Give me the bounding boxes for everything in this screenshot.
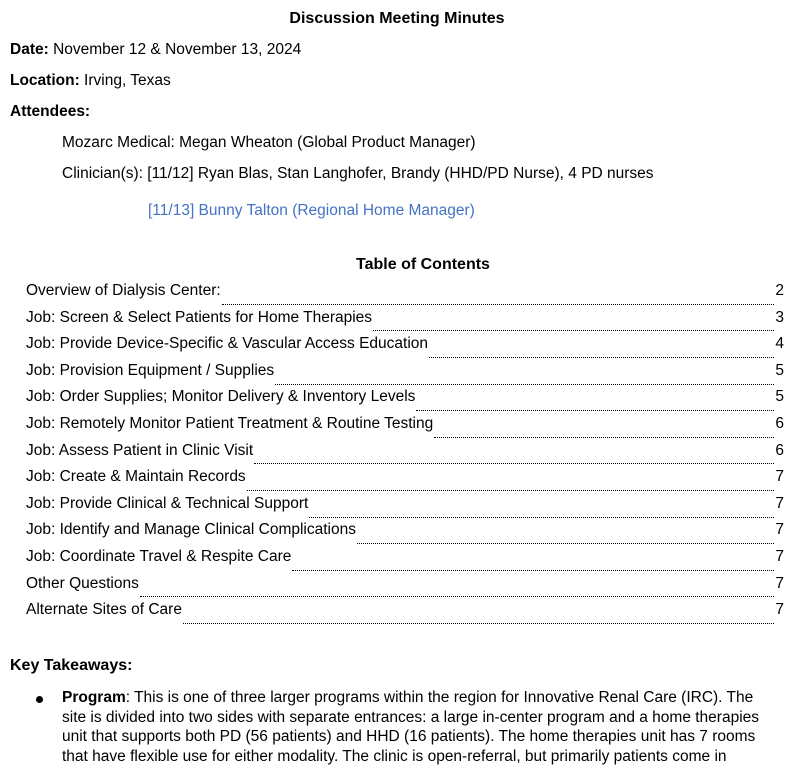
toc-entry-page[interactable]: 2	[775, 282, 784, 299]
toc-entry-page[interactable]: 6	[775, 414, 784, 432]
location-value: Irving, Texas	[79, 72, 171, 89]
bullet-dot-icon	[36, 696, 43, 703]
toc-entry[interactable]	[26, 282, 784, 309]
location-label: Location:	[10, 72, 80, 89]
toc-title: Table of Contents	[356, 256, 490, 273]
toc-entry-title[interactable]: Job: Screen & Select Patients for Home Therapies	[26, 308, 373, 326]
document-title: Discussion Meeting Minutes	[289, 10, 505, 27]
toc-entry[interactable]	[26, 521, 784, 548]
toc-entry-title[interactable]: Job: Identify and Manage Clinical Complications	[26, 521, 356, 539]
table-of-contents	[26, 282, 784, 628]
toc-entry-page[interactable]: 6	[775, 441, 784, 459]
takeaway-body: : This is one of three larger programs within the region for Innovative Renal Care (IRC). The site is divided into two sides with separate entrances: a large in-center program and a home therapies unit that supports both PD (56 patients) and HHD (16 patients). The home therapies unit has 7 rooms that have flexible use for either modality. The clinic is open-referral, but primarily patients come in	[62, 689, 760, 765]
date-line	[10, 41, 301, 59]
toc-entry[interactable]	[26, 388, 784, 415]
toc-leader-dots	[357, 533, 774, 544]
toc-entry-title[interactable]: Job: Create & Maintain Records	[26, 468, 246, 486]
toc-entry-title[interactable]: Job: Order Supplies; Monitor Delivery & Inventory Levels	[26, 388, 416, 406]
toc-entry[interactable]	[26, 335, 784, 362]
toc-entry-page[interactable]: 5	[775, 361, 784, 379]
toc-entry-title[interactable]: Alternate Sites of Care	[26, 601, 182, 619]
toc-leader-dots	[434, 427, 774, 438]
takeaway-label: Program	[62, 689, 126, 706]
toc-entry[interactable]	[26, 575, 784, 602]
toc-entry-page[interactable]: 4	[775, 335, 784, 353]
attendee-clinicians: Clinician(s): [11/12] Ryan Blas, Stan Langhofer, Brandy (HHD/PD Nurse), 4 PD nurses	[62, 165, 654, 182]
toc-leader-dots	[275, 374, 774, 385]
toc-entry-page[interactable]: 5	[775, 388, 784, 406]
toc-entry[interactable]	[26, 601, 784, 628]
toc-leader-dots	[183, 613, 774, 624]
attendee-mozarc: Mozarc Medical: Megan Wheaton (Global Product Manager)	[62, 134, 476, 151]
toc-leader-dots	[292, 560, 774, 571]
toc-entry-title[interactable]: Job: Remotely Monitor Patient Treatment & Routine Testing	[26, 414, 434, 432]
toc-entry-title[interactable]: Job: Provision Equipment / Supplies	[26, 361, 275, 379]
toc-leader-dots	[140, 586, 775, 597]
toc-entry-title[interactable]: Job: Provide Clinical & Technical Support	[26, 494, 309, 512]
toc-leader-dots	[373, 320, 774, 331]
takeaway-bullet	[36, 688, 776, 766]
toc-leader-dots	[429, 347, 774, 358]
toc-entry[interactable]	[26, 362, 784, 389]
toc-leader-dots	[309, 507, 774, 518]
toc-entry-title[interactable]: Overview of Dialysis Center:	[26, 282, 221, 299]
date-label: Date:	[10, 41, 49, 58]
toc-entry-page[interactable]: 7	[775, 494, 784, 512]
toc-entry-page[interactable]: 7	[775, 521, 784, 539]
toc-leader-dots	[222, 294, 775, 305]
toc-entry[interactable]	[26, 415, 784, 442]
takeaway-text	[62, 688, 776, 766]
toc-entry-title[interactable]: Other Questions	[26, 574, 139, 592]
toc-entry-title[interactable]: Job: Provide Device-Specific & Vascular Access Education	[26, 335, 429, 353]
toc-entry-page[interactable]: 7	[775, 547, 784, 565]
key-takeaways-heading: Key Takeaways:	[10, 657, 133, 674]
toc-entry[interactable]	[26, 495, 784, 522]
toc-leader-dots	[247, 480, 775, 491]
toc-entry[interactable]	[26, 442, 784, 469]
toc-entry-page[interactable]: 7	[775, 468, 784, 486]
toc-entry-title[interactable]: Job: Assess Patient in Clinic Visit	[26, 441, 254, 459]
toc-entry-title[interactable]: Job: Coordinate Travel & Respite Care	[26, 547, 292, 565]
toc-entry[interactable]	[26, 548, 784, 575]
attendees-line	[10, 103, 90, 121]
toc-leader-dots	[254, 453, 774, 464]
toc-entry-page[interactable]: 7	[775, 574, 784, 592]
toc-entry[interactable]	[26, 309, 784, 336]
toc-leader-dots	[416, 400, 774, 411]
attendee-second-day: [11/13] Bunny Talton (Regional Home Manager)	[148, 202, 475, 219]
date-value: November 12 & November 13, 2024	[48, 41, 302, 58]
location-line	[10, 72, 171, 90]
toc-entry[interactable]	[26, 468, 784, 495]
toc-entry-page[interactable]: 3	[775, 308, 784, 326]
attendees-label: Attendees:	[10, 103, 91, 120]
toc-entry-page[interactable]: 7	[775, 601, 784, 619]
